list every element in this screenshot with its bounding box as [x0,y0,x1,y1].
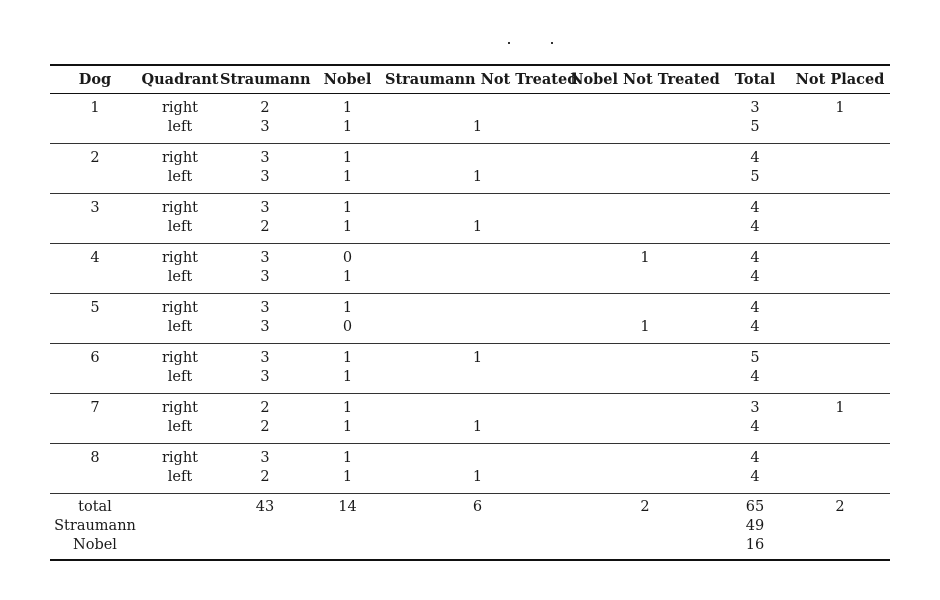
straumann-cell: 43 [255,498,275,515]
nobel-cell: 1 [342,149,353,166]
total-cell: 4 [720,368,790,394]
nobel-not-treated-cell [570,168,720,194]
nobel-cell: 1 [310,168,385,194]
dog-cell: 6 [90,349,100,366]
dog-cell: 3 [90,199,100,216]
quadrant-cell [140,536,220,560]
header-nobel: Nobel [310,65,385,93]
nobel-cell: 1 [310,218,385,244]
total-cell: 65 [745,498,765,515]
quadrant-cell: right [161,199,199,216]
straumann-cell: 3 [260,449,270,466]
table-row [50,443,890,468]
quadrant-cell: left [140,268,220,294]
nobel-cell: 1 [342,449,353,466]
total-cell: 4 [720,468,790,494]
quadrant-cell: right [161,349,199,366]
quadrant-cell [140,493,220,517]
header-row [50,65,890,93]
header-nobel-not-treated: Nobel Not Treated [570,65,720,93]
straumann-cell: 3 [220,118,310,144]
not-placed-cell [790,536,890,560]
dog-group [50,293,890,343]
dog-cell: 5 [90,299,100,316]
quadrant-cell: right [161,99,199,116]
summary-row [50,517,890,536]
dog-group [50,143,890,193]
quadrant-cell: left [140,168,220,194]
table-row [50,243,890,268]
dog-group [50,193,890,243]
header-quadrant: Quadrant [140,65,220,93]
straumann-not-treated-cell: 1 [472,349,483,366]
straumann-cell [220,517,310,536]
straumann-not-treated-cell [385,143,570,168]
quadrant-cell: left [140,218,220,244]
summary-label-cell: Nobel [50,536,140,560]
straumann-not-treated-cell [385,443,570,468]
total-cell: 4 [720,268,790,294]
straumann-cell: 3 [220,368,310,394]
not-placed-cell: 2 [835,498,845,515]
straumann-cell: 3 [260,299,270,316]
header-total: Total [720,65,790,93]
nobel-cell: 1 [310,268,385,294]
table-row [50,193,890,218]
not-placed-cell: 1 [835,99,845,116]
straumann-cell: 2 [260,399,270,416]
table-row [50,218,890,244]
quadrant-cell: right [161,149,199,166]
straumann-cell: 3 [260,249,270,266]
quadrant-cell: left [140,418,220,444]
straumann-not-treated-cell [385,93,570,118]
straumann-cell: 3 [220,268,310,294]
dog-group [50,443,890,493]
straumann-cell: 2 [260,99,270,116]
nobel-cell: 1 [310,368,385,394]
nobel-cell: 1 [342,349,353,366]
total-cell: 5 [720,168,790,194]
straumann-not-treated-cell [385,368,570,394]
not-placed-cell [790,168,890,194]
total-cell: 4 [750,199,760,216]
dog-cell [50,418,140,444]
dog-cell [50,218,140,244]
nobel-not-treated-cell [570,517,720,536]
straumann-not-treated-cell: 6 [472,498,483,515]
quadrant-cell: right [161,449,199,466]
total-cell: 4 [750,249,760,266]
nobel-not-treated-cell: 1 [640,249,650,266]
nobel-cell: 1 [310,418,385,444]
not-placed-cell [790,517,890,536]
dog-cell: 7 [90,399,100,416]
total-cell: 4 [750,149,760,166]
straumann-cell: 2 [220,418,310,444]
nobel-not-treated-cell [570,193,720,218]
not-placed-cell [790,343,890,368]
dog-cell: 4 [90,249,100,266]
table-row [50,343,890,368]
not-placed-cell [790,193,890,218]
not-placed-cell [790,418,890,444]
total-cell: 3 [750,399,760,416]
nobel-not-treated-cell [570,368,720,394]
nobel-cell: 1 [342,99,353,116]
quadrant-cell [140,517,220,536]
straumann-not-treated-cell: 1 [385,468,570,494]
total-cell: 4 [720,418,790,444]
table-row [50,118,890,144]
not-placed-cell [790,368,890,394]
straumann-not-treated-cell: 1 [385,118,570,144]
straumann-not-treated-cell [385,517,570,536]
not-placed-cell [790,443,890,468]
straumann-cell: 3 [260,199,270,216]
straumann-cell: 3 [220,168,310,194]
nobel-not-treated-cell [570,393,720,418]
total-cell: 4 [720,218,790,244]
table-row [50,268,890,294]
dog-group [50,243,890,293]
straumann-cell: 2 [220,218,310,244]
summary-group [50,493,890,560]
table-row [50,168,890,194]
quadrant-cell: right [161,399,199,416]
dog-cell: 1 [90,99,100,116]
nobel-cell: 14 [338,498,357,515]
nobel-not-treated-cell [570,143,720,168]
not-placed-cell [790,468,890,494]
nobel-not-treated-cell [570,118,720,144]
not-placed-cell [790,118,890,144]
straumann-not-treated-cell: 1 [385,418,570,444]
nobel-not-treated-cell [570,468,720,494]
nobel-cell: 0 [342,249,353,266]
straumann-not-treated-cell [385,268,570,294]
table-row [50,318,890,344]
nobel-cell: 0 [310,318,385,344]
table-row [50,293,890,318]
caption-remnant [470,38,530,52]
header-dog: Dog [50,65,140,93]
straumann-cell: 3 [220,318,310,344]
nobel-cell: 1 [310,468,385,494]
dog-cell [50,318,140,344]
nobel-not-treated-cell: 1 [570,318,720,344]
table-row [50,468,890,494]
nobel-cell [310,517,385,536]
summary-label-cell: Straumann [54,517,136,534]
nobel-cell: 1 [342,199,353,216]
header-straumann-not-treated: Straumann Not Treated [385,65,570,93]
total-cell: 4 [750,299,760,316]
straumann-not-treated-cell [385,193,570,218]
dog-cell [50,268,140,294]
total-cell: 16 [720,536,790,560]
straumann-cell [220,536,310,560]
table-row [50,393,890,418]
not-placed-cell: 1 [835,399,845,416]
dog-cell: 8 [90,449,100,466]
dog-group [50,93,890,143]
total-cell: 3 [750,99,760,116]
quadrant-cell: left [140,368,220,394]
table-row [50,143,890,168]
table-row [50,93,890,118]
summary-row [50,493,890,517]
straumann-not-treated-cell [385,393,570,418]
straumann-not-treated-cell [385,318,570,344]
total-cell: 49 [745,517,765,534]
dog-group [50,343,890,393]
not-placed-cell [790,318,890,344]
straumann-not-treated-cell: 1 [385,218,570,244]
straumann-not-treated-cell [385,293,570,318]
nobel-not-treated-cell [570,293,720,318]
nobel-not-treated-cell [570,443,720,468]
not-placed-cell [790,218,890,244]
straumann-not-treated-cell: 1 [385,168,570,194]
nobel-not-treated-cell [570,418,720,444]
straumann-cell: 3 [260,349,270,366]
dog-group [50,393,890,443]
quadrant-cell: right [161,299,199,316]
total-cell: 5 [750,349,760,366]
quadrant-cell: left [140,318,220,344]
total-cell: 5 [720,118,790,144]
quadrant-cell: left [140,118,220,144]
dog-cell [50,168,140,194]
implant-table [50,64,890,561]
nobel-cell: 1 [342,299,353,316]
summary-label-cell: total [78,498,112,515]
straumann-cell: 2 [220,468,310,494]
nobel-not-treated-cell [570,268,720,294]
not-placed-cell [790,268,890,294]
nobel-cell: 1 [342,399,353,416]
straumann-not-treated-cell [385,243,570,268]
quadrant-cell: left [140,468,220,494]
dog-cell: 2 [90,149,100,166]
not-placed-cell [790,243,890,268]
nobel-not-treated-cell [570,343,720,368]
not-placed-cell [790,293,890,318]
nobel-not-treated-cell: 2 [640,498,650,515]
nobel-not-treated-cell [570,93,720,118]
straumann-not-treated-cell [385,536,570,560]
dog-cell [50,118,140,144]
total-cell: 4 [750,449,760,466]
nobel-not-treated-cell [570,536,720,560]
nobel-cell [310,536,385,560]
header-not-placed: Not Placed [790,65,890,93]
total-cell: 4 [720,318,790,344]
quadrant-cell: right [161,249,199,266]
not-placed-cell [790,143,890,168]
dog-cell [50,468,140,494]
nobel-cell: 1 [310,118,385,144]
dog-cell [50,368,140,394]
header-straumann: Straumann [220,65,310,93]
nobel-not-treated-cell [570,218,720,244]
table-header [50,65,890,93]
summary-row [50,536,890,560]
table-row [50,368,890,394]
table-row [50,418,890,444]
straumann-cell: 3 [260,149,270,166]
